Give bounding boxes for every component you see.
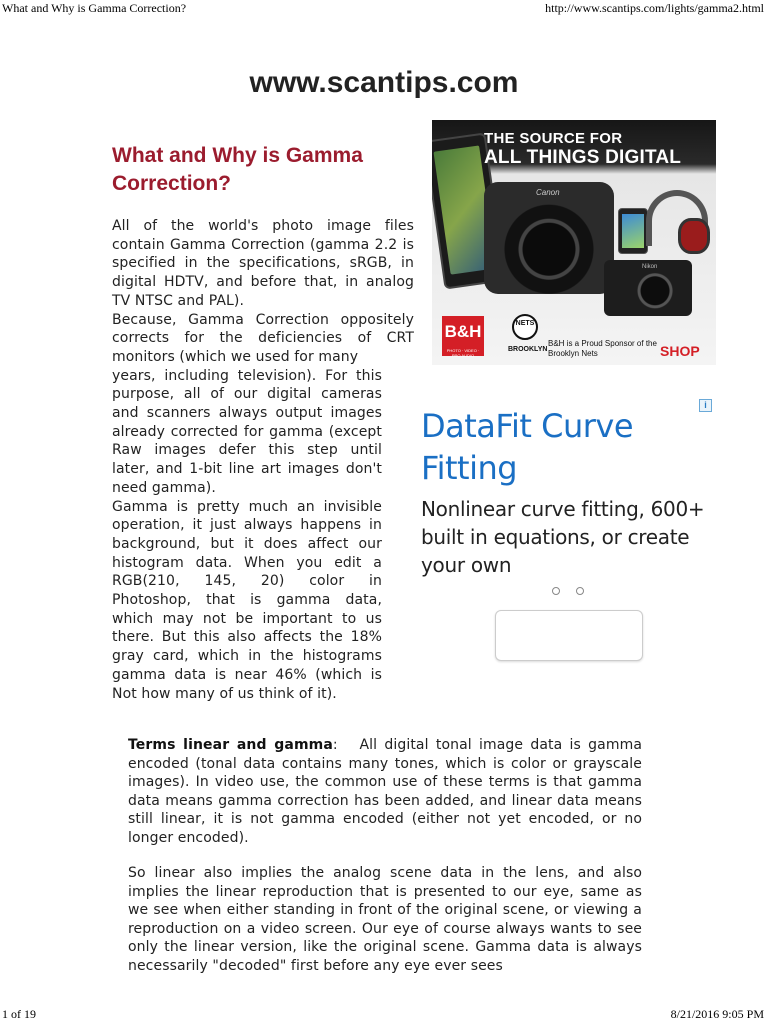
text-ad-description: Nonlinear curve fitting, 600+ built in equations, or create your own: [421, 497, 705, 577]
article-intro: [112, 217, 414, 703]
shop-button[interactable]: SHOP: [660, 343, 700, 359]
site-title[interactable]: www.scantips.com: [249, 66, 519, 99]
dslr-camera-image: [484, 182, 614, 294]
bh-logo-subtitle: PHOTO · VIDEO · PRO AUDIO: [446, 348, 480, 358]
intro-paragraph-2a: Because, Gamma Correction oppositely corrects for the deficiencies of CRT monitors (which we used for many: [112, 311, 414, 365]
text-ad-title[interactable]: DataFit Curve Fitting: [421, 407, 633, 487]
smartphone-image: [618, 208, 648, 254]
intro-paragraph-2b: years, including television). For this purpose, all of our digital cameras and scanners always output images already corrected for gamma (except Raw images defer this step until later, and 1-bit line art images don't need gamma).: [112, 367, 382, 496]
ad-headline-1: THE SOURCE FOR: [484, 130, 623, 147]
print-page-number: 1 of 19: [2, 1007, 36, 1021]
carousel-dot-icon[interactable]: [576, 587, 584, 595]
linear-section: [128, 864, 642, 975]
bh-logo: B&H: [442, 316, 484, 356]
print-page-title: What and Why is Gamma Correction?: [2, 1, 187, 15]
print-datetime: 8/21/2016 9:05 PM: [670, 1007, 764, 1021]
intro-paragraph-1: All of the world's photo image files contain Gamma Correction (gamma 2.2 is specified in the specifications, sRGB, in digital HDTV, and before that, in analog TV NTSC and PAL).: [112, 218, 414, 309]
ad-headline-2: ALL THINGS DIGITAL: [484, 147, 682, 168]
small-camera-brand: Nikon: [642, 264, 658, 270]
ad-open-button[interactable]: [495, 610, 643, 661]
terms-body: All digital tonal image data is gamma encoded (tonal data contains many tones, which is color or grayscale images). In video use, the common use of these terms is that gamma data means gamma correction has been added, and linear data means still linear, it is not gamma encoded (either not yet encoded, or no longer encoded).: [128, 737, 643, 846]
mirrorless-camera-image: [604, 260, 692, 316]
nets-logo: NETS: [512, 314, 538, 340]
terms-paragraph: [128, 736, 642, 847]
ad-carousel-dots: [552, 587, 592, 597]
headphones-image: [646, 190, 708, 246]
intro-paragraph-3: Gamma is pretty much an invisible operation, it just always happens in background, but it does affect our histogram data. When you edit a RGB(210, 145, 20) color in Photoshop, that is gamma data, which may not be important to us there. But this also affects the 18% gray card, which in the histograms gamma data is near 46% (which is Not how many of us think of it).: [112, 498, 382, 702]
sponsor-text: B&H is a Proud Sponsor of the Brooklyn Nets: [548, 339, 657, 358]
nets-logo-subtitle: BROOKLYN: [508, 346, 548, 353]
terms-separator: :: [332, 737, 338, 753]
camera-brand: Canon: [536, 188, 560, 197]
bh-banner-ad[interactable]: [432, 120, 716, 365]
terms-section: [128, 736, 642, 847]
terms-heading: Terms linear and gamma: [128, 737, 333, 753]
print-header: [0, 0, 768, 20]
print-footer: [0, 1004, 768, 1024]
ad-info-icon[interactable]: i: [699, 399, 712, 412]
print-page-url: http://www.scantips.com/lights/gamma2.html: [545, 1, 764, 15]
article-title: What and Why is Gamma Correction?: [112, 144, 363, 195]
carousel-dot-icon[interactable]: [552, 587, 560, 595]
linear-paragraph: So linear also implies the analog scene data in the lens, and also implies the linear reproduction that is presented to our eye, same as we see when either standing in front of the original scene, or viewing a reproduction on a video screen. Our eye of course always wants to see only the linear version, like the original scene. Gamma data is always necessarily "decoded" first before any eye ever sees: [128, 865, 642, 974]
